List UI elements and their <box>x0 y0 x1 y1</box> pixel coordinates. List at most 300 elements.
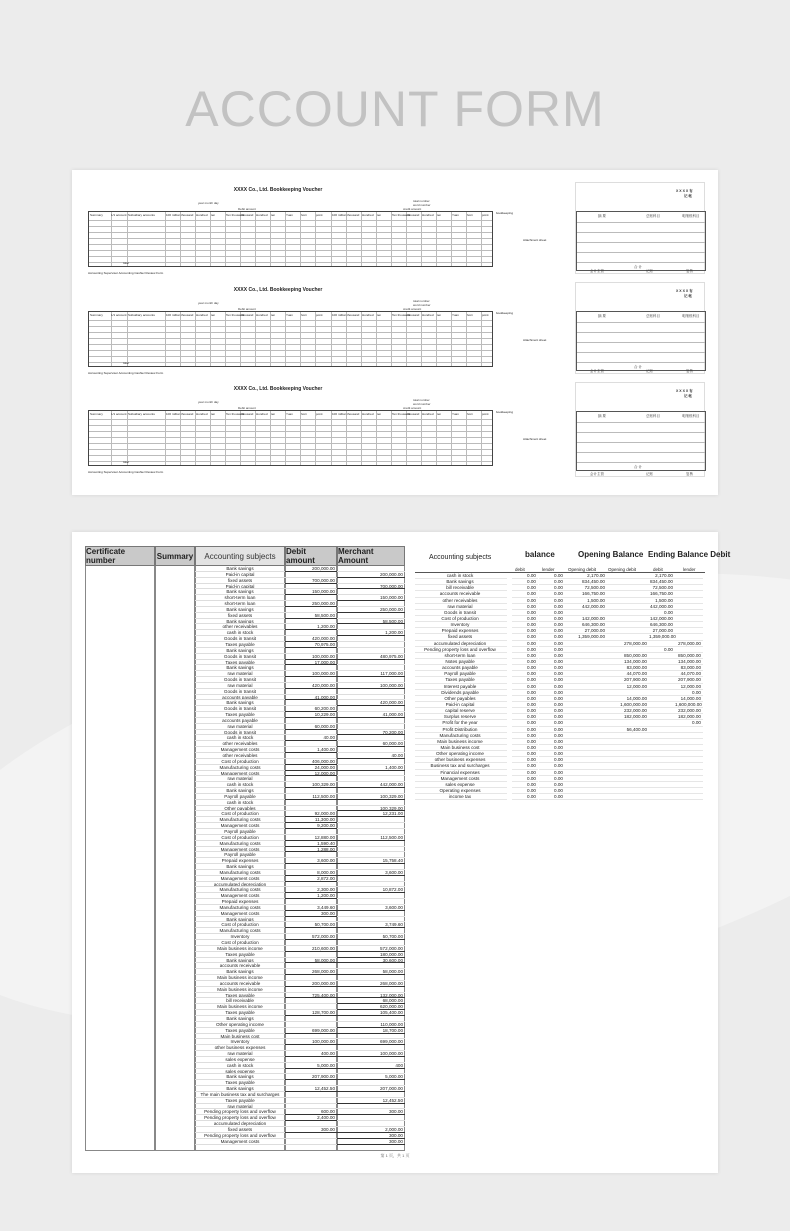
unit-debit: 100 million <box>166 213 181 217</box>
unit-debit: Yuan <box>286 213 293 217</box>
grid-col <box>315 312 316 366</box>
balance-opening-credit: 14,000.00 <box>607 696 649 702</box>
stub-line <box>577 262 705 263</box>
voucher-title: XXXX Co., Ltd. Bookkeeping Voucher <box>233 287 323 293</box>
unit-debit: thousand <box>181 313 194 317</box>
ledger-col-1 <box>155 566 195 1151</box>
balance-opening-debit: 834,450.00 <box>565 579 607 585</box>
balance-opening-credit: 850,000.00 <box>607 653 649 659</box>
voucher-date: year month day <box>198 301 219 305</box>
ledger-debit: 406,000.00 <box>285 759 337 765</box>
grid-row <box>89 256 492 257</box>
unit-credit: horn <box>467 412 474 416</box>
balance-subject: accumulated depreciation <box>415 641 507 647</box>
ledger-debit: 50,700.00 <box>285 922 337 928</box>
ledger-subject: Management costs <box>195 771 285 777</box>
ledger-debit: 2,300.00 <box>285 887 337 893</box>
ledger-subject: Pending property loss and overflow <box>195 1133 285 1139</box>
balance-debit: 0.00 <box>512 720 538 726</box>
grid-col <box>225 411 226 465</box>
unit-debit: point <box>316 313 323 317</box>
unit-credit: Hundred <box>362 213 374 217</box>
ledger-subject: accumulated depreciation <box>195 1121 285 1127</box>
col-summary: Summary <box>90 313 103 317</box>
ledger-col-0 <box>85 566 155 1151</box>
balance-end-credit: 207,900.00 <box>675 677 703 683</box>
col-subsidiary: Subsidiary accounts <box>128 213 155 217</box>
ledger-credit: 180,000.00 <box>337 952 405 958</box>
ledger-subject: cash in stock <box>195 1063 285 1069</box>
grid-col <box>406 212 407 266</box>
ledger-subject: Taxes payable <box>195 642 285 648</box>
balance-debit: 0.00 <box>512 591 538 597</box>
ledger-subject: short-term loan <box>195 595 285 601</box>
balance-subject: Inventory <box>415 622 507 628</box>
grid-row <box>89 338 492 339</box>
ledger-credit: 300.00 <box>337 1133 405 1139</box>
balance-debit: 0.00 <box>512 727 538 733</box>
col-subsidiary: Subsidiary accounts <box>128 313 155 317</box>
grid-col <box>270 212 271 266</box>
ledger-subject: Taxes payable <box>195 660 285 666</box>
signature-line: Accounting Supervisor Accounting Cashier Review Form <box>88 371 164 375</box>
grid-row <box>89 226 492 227</box>
balance-subject: Taxes payable <box>415 677 507 683</box>
ledger-subject-column <box>195 566 285 1145</box>
stub-bottom-3: 复核 <box>686 472 693 476</box>
unit-credit: Hundred <box>422 313 434 317</box>
unit-credit: thousand <box>407 213 420 217</box>
ledger-subject: other receivables <box>195 624 285 630</box>
ledger-subject: Taxes payable <box>195 993 285 999</box>
balance-debit: 0.00 <box>512 745 538 751</box>
ledger-subject: Bank savings <box>195 958 285 964</box>
balance-subject: Goods in transit <box>415 610 507 616</box>
balance-lender: 0.00 <box>539 671 565 677</box>
unit-debit: ten <box>271 213 276 217</box>
balance-end-credit: 14,000.00 <box>675 696 703 702</box>
balance-subject: bill receivable <box>415 585 507 591</box>
balance-lender: 0.00 <box>539 702 565 708</box>
voucher-title: XXXX Co., Ltd. Bookkeeping Voucher <box>233 187 323 193</box>
grid-col <box>165 212 166 266</box>
unit-credit: point <box>482 412 489 416</box>
balance-end-debit: 166,750.00 <box>650 591 673 597</box>
grid-col <box>225 212 226 266</box>
grid-col <box>466 212 467 266</box>
balance-debit: 0.00 <box>512 782 538 788</box>
ledger-credit: 58,000.00 <box>337 969 405 975</box>
balance-lender: 0.00 <box>539 573 565 579</box>
unit-credit: ten <box>437 213 442 217</box>
balance-subject: Notes payable <box>415 659 507 665</box>
balance-lender: 0.00 <box>539 788 565 794</box>
voucher-credit-label: credit amount <box>403 307 422 311</box>
ledger-credit: 250,000.00 <box>337 607 405 613</box>
balance-debit: 0.00 <box>512 653 538 659</box>
balance-debit: 0.00 <box>512 763 538 769</box>
ledger-debit: 725,400.00 <box>285 993 337 999</box>
ledger-subject: Prepaid expenses <box>195 899 285 905</box>
ledger-debit: 5,000.00 <box>285 1063 337 1069</box>
balance-subject: Other payables <box>415 696 507 702</box>
grid-col <box>195 411 196 465</box>
ledger-subject: cash in stock <box>195 782 285 788</box>
unit-debit: ten <box>271 313 276 317</box>
ledger-subject: raw material <box>195 1051 285 1057</box>
ledger-debit: 2,400.00 <box>285 1115 337 1121</box>
ledger-subject: Bank savings <box>195 1016 285 1022</box>
balance-subject: Prepaid expenses <box>415 628 507 634</box>
ledger-subject: Bank savings <box>195 648 285 654</box>
balance-debit: 0.00 <box>512 751 538 757</box>
ledger-credit: 70,200.00 <box>337 730 405 736</box>
ledger-debit: 40.00 <box>285 735 337 741</box>
balance-subheader: lender <box>542 567 555 572</box>
stub-label-ledger: 总账科目 <box>646 314 660 318</box>
balance-opening-debit: 72,500.00 <box>565 585 607 591</box>
balance-lender: 0.00 <box>539 647 565 653</box>
ledger-debit: 100,000.00 <box>285 671 337 677</box>
stub-line <box>577 452 705 453</box>
balance-subheader: lender <box>683 567 696 572</box>
unit-debit: Hundred <box>196 213 208 217</box>
ledger-debit: 210,600.00 <box>285 946 337 952</box>
stub-box <box>576 411 706 471</box>
balance-opening-credit: 134,000.00 <box>607 659 649 665</box>
ledger-subject: raw material <box>195 683 285 689</box>
ledger-debit: 1,590.40 <box>285 841 337 847</box>
balance-lender-column <box>539 573 565 800</box>
balance-opening-credit: 207,900.00 <box>607 677 649 683</box>
ledger-credit: 68,000.00 <box>337 998 405 1004</box>
stub-sub: 记 帐 <box>684 194 692 198</box>
balance-subject: accounts receivable <box>415 591 507 597</box>
unit-debit: thousand <box>241 213 254 217</box>
signature-line: Accounting Supervisor Accounting Cashier Review Form <box>88 470 164 474</box>
balance-end-credit: 44,070.00 <box>675 671 703 677</box>
unit-debit: Ten thousand <box>226 313 245 317</box>
ledger-subject: Cost of production <box>195 940 285 946</box>
stub-line <box>577 232 705 233</box>
ledger-debit: 699,000.00 <box>285 1028 337 1034</box>
ledger-debit: 300.00 <box>285 1127 337 1133</box>
ledger-credit: 58,500.00 <box>337 619 405 625</box>
ledger-subject: Payroll payable <box>195 829 285 835</box>
ledger-subject: Payroll payable <box>195 852 285 858</box>
stub-line <box>577 462 705 463</box>
unit-debit: ten <box>211 313 216 317</box>
grid-col <box>481 312 482 366</box>
balance-lender: 0.00 <box>539 604 565 610</box>
stub-sub: 记 帐 <box>684 294 692 298</box>
ledger-debit: 41,000.00 <box>285 695 337 701</box>
voucher-stub-3 <box>575 382 705 477</box>
grid-col <box>165 411 166 465</box>
grid-col <box>127 411 128 465</box>
ledger-debit: 1,400.00 <box>285 747 337 753</box>
ledger-debit: 200,000.00 <box>285 566 337 572</box>
ledger-credit: 18,700.00 <box>337 1028 405 1034</box>
ledger-credit: 300.00 <box>337 1139 405 1145</box>
balance-end-debit: 1,500.00 <box>649 598 675 604</box>
grid-col <box>346 212 347 266</box>
voucher-stub-2 <box>575 282 705 374</box>
total-label: total <box>123 261 129 265</box>
grid-col <box>346 312 347 366</box>
grid-col <box>361 411 362 465</box>
unit-credit: horn <box>467 313 474 317</box>
balance-subheader: debit <box>515 567 525 572</box>
ledger-subject: Manufacturing costs <box>195 841 285 847</box>
ledger-subject: Manufacturing costs <box>195 887 285 893</box>
grid-row <box>89 220 492 221</box>
unit-credit: Ten thousand <box>392 412 411 416</box>
ledger-subject: Bank savings <box>195 1074 285 1080</box>
ledger-debit: 1,288.00 <box>285 847 337 853</box>
balance-debit: 0.00 <box>512 757 538 763</box>
unit-debit: ten <box>211 213 216 217</box>
grid-col <box>240 212 241 266</box>
ledger-debit: 112,500.00 <box>285 794 337 800</box>
grid-col <box>436 411 437 465</box>
balance-end-debit: 646,300.00 <box>650 622 673 628</box>
balance-end-credit: 83,000.00 <box>675 665 703 671</box>
ledger-debit: 400.00 <box>285 1051 337 1057</box>
ledger-subject: The main business tax and surcharges <box>195 1092 285 1098</box>
grid-row <box>89 344 492 345</box>
balance-debit: 0.00 <box>512 579 538 585</box>
stub-label-ledger: 总账科目 <box>646 414 660 418</box>
balance-end-debit-column <box>649 573 675 800</box>
ledger-subject: Management costs <box>195 847 285 853</box>
balance-debit: 0.00 <box>512 788 538 794</box>
balance-opening-credit: 182,000.00 <box>607 714 649 720</box>
grid-row <box>89 250 492 251</box>
unit-debit: Yuan <box>286 313 293 317</box>
grid-row <box>89 419 492 420</box>
page-title: ACCOUNT FORM <box>185 81 605 137</box>
balance-end-credit: 278,000.00 <box>675 641 703 647</box>
balance-end-credit <box>675 794 703 800</box>
ledger-credit: 207,000.00 <box>337 1086 405 1092</box>
balance-lender: 0.00 <box>539 610 565 616</box>
balance-opening-debit <box>565 794 607 800</box>
ledger-debit: 300.00 <box>285 911 337 917</box>
col-summary: Summary <box>90 412 103 416</box>
grid-col <box>255 411 256 465</box>
unit-credit: thousand <box>407 313 420 317</box>
stub-bottom-1: 会计主管 <box>590 269 604 273</box>
ledger-header-1: Summary <box>155 546 195 566</box>
ledger-subject: Pending property loss and overflow <box>195 1115 285 1121</box>
unit-credit: Hundred <box>362 313 374 317</box>
ledger-debit: 420,000.00 <box>285 636 337 642</box>
grid-row <box>89 350 492 351</box>
ledger-subject: Bank savings <box>195 589 285 595</box>
ledger-header-2: Accounting subjects <box>195 546 285 566</box>
ledger-subject: sales expense <box>195 1057 285 1063</box>
ledger-subject: Goods in transit <box>195 654 285 660</box>
ledger-credit: 3,600.00 <box>337 870 405 876</box>
balance-debit-column <box>512 573 538 800</box>
balance-end-debit: 72,500.00 <box>649 585 675 591</box>
balance-lender: 0.00 <box>539 770 565 776</box>
grid-col <box>376 312 377 366</box>
balance-end-debit: 2,170.00 <box>649 573 675 579</box>
unit-credit: ten <box>437 313 442 317</box>
unit-debit: ten <box>211 412 216 416</box>
grid-row <box>89 244 492 245</box>
balance-end-credit: 850,000.00 <box>675 653 703 659</box>
ledger-subject: Bank savings <box>195 917 285 923</box>
grid-col <box>180 212 181 266</box>
total-label: total <box>123 361 129 365</box>
ledger-subject: Cost of production <box>195 835 285 841</box>
balance-end-credit-column <box>675 573 703 800</box>
ledger-debit: 572,000.00 <box>285 934 337 940</box>
ledger-subject: Management costs <box>195 911 285 917</box>
grid-col <box>421 212 422 266</box>
ledger-credit: 2,000.00 <box>337 1127 405 1133</box>
balance-debit: 0.00 <box>512 585 538 591</box>
voucher-sheet <box>72 170 718 495</box>
ledger-debit: 12,880.00 <box>285 835 337 841</box>
balance-debit: 0.00 <box>512 794 538 800</box>
balance-opening-debit: 27,000.00 <box>565 628 607 634</box>
balance-subject: income tax <box>415 794 507 800</box>
ledger-credit: 699,000.00 <box>337 1039 405 1045</box>
grid-col <box>127 212 128 266</box>
grid-row <box>89 232 492 233</box>
ledger-debit: 268,000.00 <box>285 969 337 975</box>
ledger-debit: 600.00 <box>285 1109 337 1115</box>
ledger-credit: 100,329.00 <box>337 794 405 800</box>
voucher-grid <box>88 211 493 267</box>
ledger-subject: Bank savings <box>195 566 285 572</box>
balance-subject: sales expense <box>415 782 507 788</box>
ledger-debit: 100,000.00 <box>285 654 337 660</box>
grid-col <box>481 411 482 465</box>
grid-row <box>89 431 492 432</box>
ledger-debit: 60,200.00 <box>285 706 337 712</box>
grid-row <box>89 326 492 327</box>
stub-label-summary: 摘 要 <box>598 214 606 218</box>
grid-col <box>391 212 392 266</box>
stub-bottom-1: 会计主管 <box>590 369 604 373</box>
balance-lender: 0.00 <box>539 782 565 788</box>
grid-row <box>89 437 492 438</box>
ledger-debit: 128,700.00 <box>285 1010 337 1016</box>
ledger-debit: 100,000.00 <box>285 1039 337 1045</box>
balance-subject: Manufacturing costs <box>415 733 507 739</box>
grid-col <box>270 411 271 465</box>
grid-col <box>451 411 452 465</box>
balance-end-credit: 0.00 <box>675 690 703 696</box>
balance-debit: 0.00 <box>512 690 538 696</box>
unit-debit: thousand <box>181 412 194 416</box>
balance-subject: accounts payable <box>415 665 507 671</box>
ledger-subject: fixed assets <box>195 578 285 584</box>
ledger-subject: other receivables <box>195 753 285 759</box>
balance-end-credit: 134,000.00 <box>675 659 703 665</box>
ledger-subject: Management costs <box>195 823 285 829</box>
grid-col <box>240 312 241 366</box>
voucher-grid <box>88 410 493 466</box>
voucher-grid <box>88 311 493 367</box>
ledger-credit: 15,758.40 <box>337 858 405 864</box>
stub-line <box>577 332 705 333</box>
balance-subheader: Opening debit <box>568 567 597 572</box>
ledger-subject: Management costs <box>195 876 285 882</box>
ledger-subject: Inventory <box>195 1039 285 1045</box>
balance-subject: Other operating income <box>415 751 507 757</box>
ledger-subject: Manufacturing costs <box>195 765 285 771</box>
ledger-debit <box>285 1139 337 1145</box>
unit-credit: Yuan <box>452 313 459 317</box>
grid-col <box>127 312 128 366</box>
unit-debit: thousand <box>241 313 254 317</box>
ledger-debit: 420,000.00 <box>285 683 337 689</box>
voucher-word-number: word number <box>413 203 431 207</box>
ledger-subject: Main business income <box>195 1004 285 1010</box>
balance-debit: 0.00 <box>512 573 538 579</box>
ledger-subject: Inventory <box>195 934 285 940</box>
stub-heading: X X X X 有 <box>676 289 693 293</box>
ledger-subject: Taxes payable <box>195 1098 285 1104</box>
ledger-subject: accounts payable <box>195 718 285 724</box>
grid-row <box>89 320 492 321</box>
ledger-subject: Cost of production <box>195 759 285 765</box>
voucher-total-number: total number <box>413 199 430 203</box>
ledger-subject: Cost of production <box>195 811 285 817</box>
voucher-title: XXXX Co., Ltd. Bookkeeping Voucher <box>233 386 323 392</box>
voucher-credit-label: credit amount <box>403 406 422 410</box>
col-account: 1/1 account <box>111 213 127 217</box>
balance-lender: 0.00 <box>539 665 565 671</box>
unit-debit: Ten thousand <box>226 213 245 217</box>
ledger-debit: 12,000.00 <box>285 771 337 777</box>
grid-col <box>111 411 112 465</box>
balance-debit: 0.00 <box>512 702 538 708</box>
balance-debit: 0.00 <box>512 641 538 647</box>
balance-lender: 0.00 <box>539 708 565 714</box>
grid-col <box>361 212 362 266</box>
balance-subject: other receivables <box>415 598 507 604</box>
stub-line <box>577 362 705 363</box>
balance-lender: 0.00 <box>539 653 565 659</box>
ledger-subject: Bank savings <box>195 700 285 706</box>
ledger-subject: raw material <box>195 1104 285 1110</box>
grid-row <box>89 362 492 363</box>
ledger-subject: Goods in transit <box>195 706 285 712</box>
ledger-subject: accumulated depreciation <box>195 882 285 888</box>
ledger-subject: fixed assets <box>195 1127 285 1133</box>
voucher-debit-label: Debit amount <box>238 307 256 311</box>
grid-col <box>225 312 226 366</box>
stub-label-ledger: 总账科目 <box>646 214 660 218</box>
grid-col <box>331 212 332 266</box>
balance-opening-credit <box>607 794 649 800</box>
ledger-subject: Pending property loss and overflow <box>195 1109 285 1115</box>
voucher-date: year month day <box>198 400 219 404</box>
ledger-credit: 1,200.00 <box>337 630 405 636</box>
grid-col <box>195 212 196 266</box>
unit-debit: 100 million <box>166 313 181 317</box>
ledger-header-0: Certificate number <box>85 546 155 566</box>
total-label: total <box>123 460 129 464</box>
balance-debit: 0.00 <box>512 776 538 782</box>
